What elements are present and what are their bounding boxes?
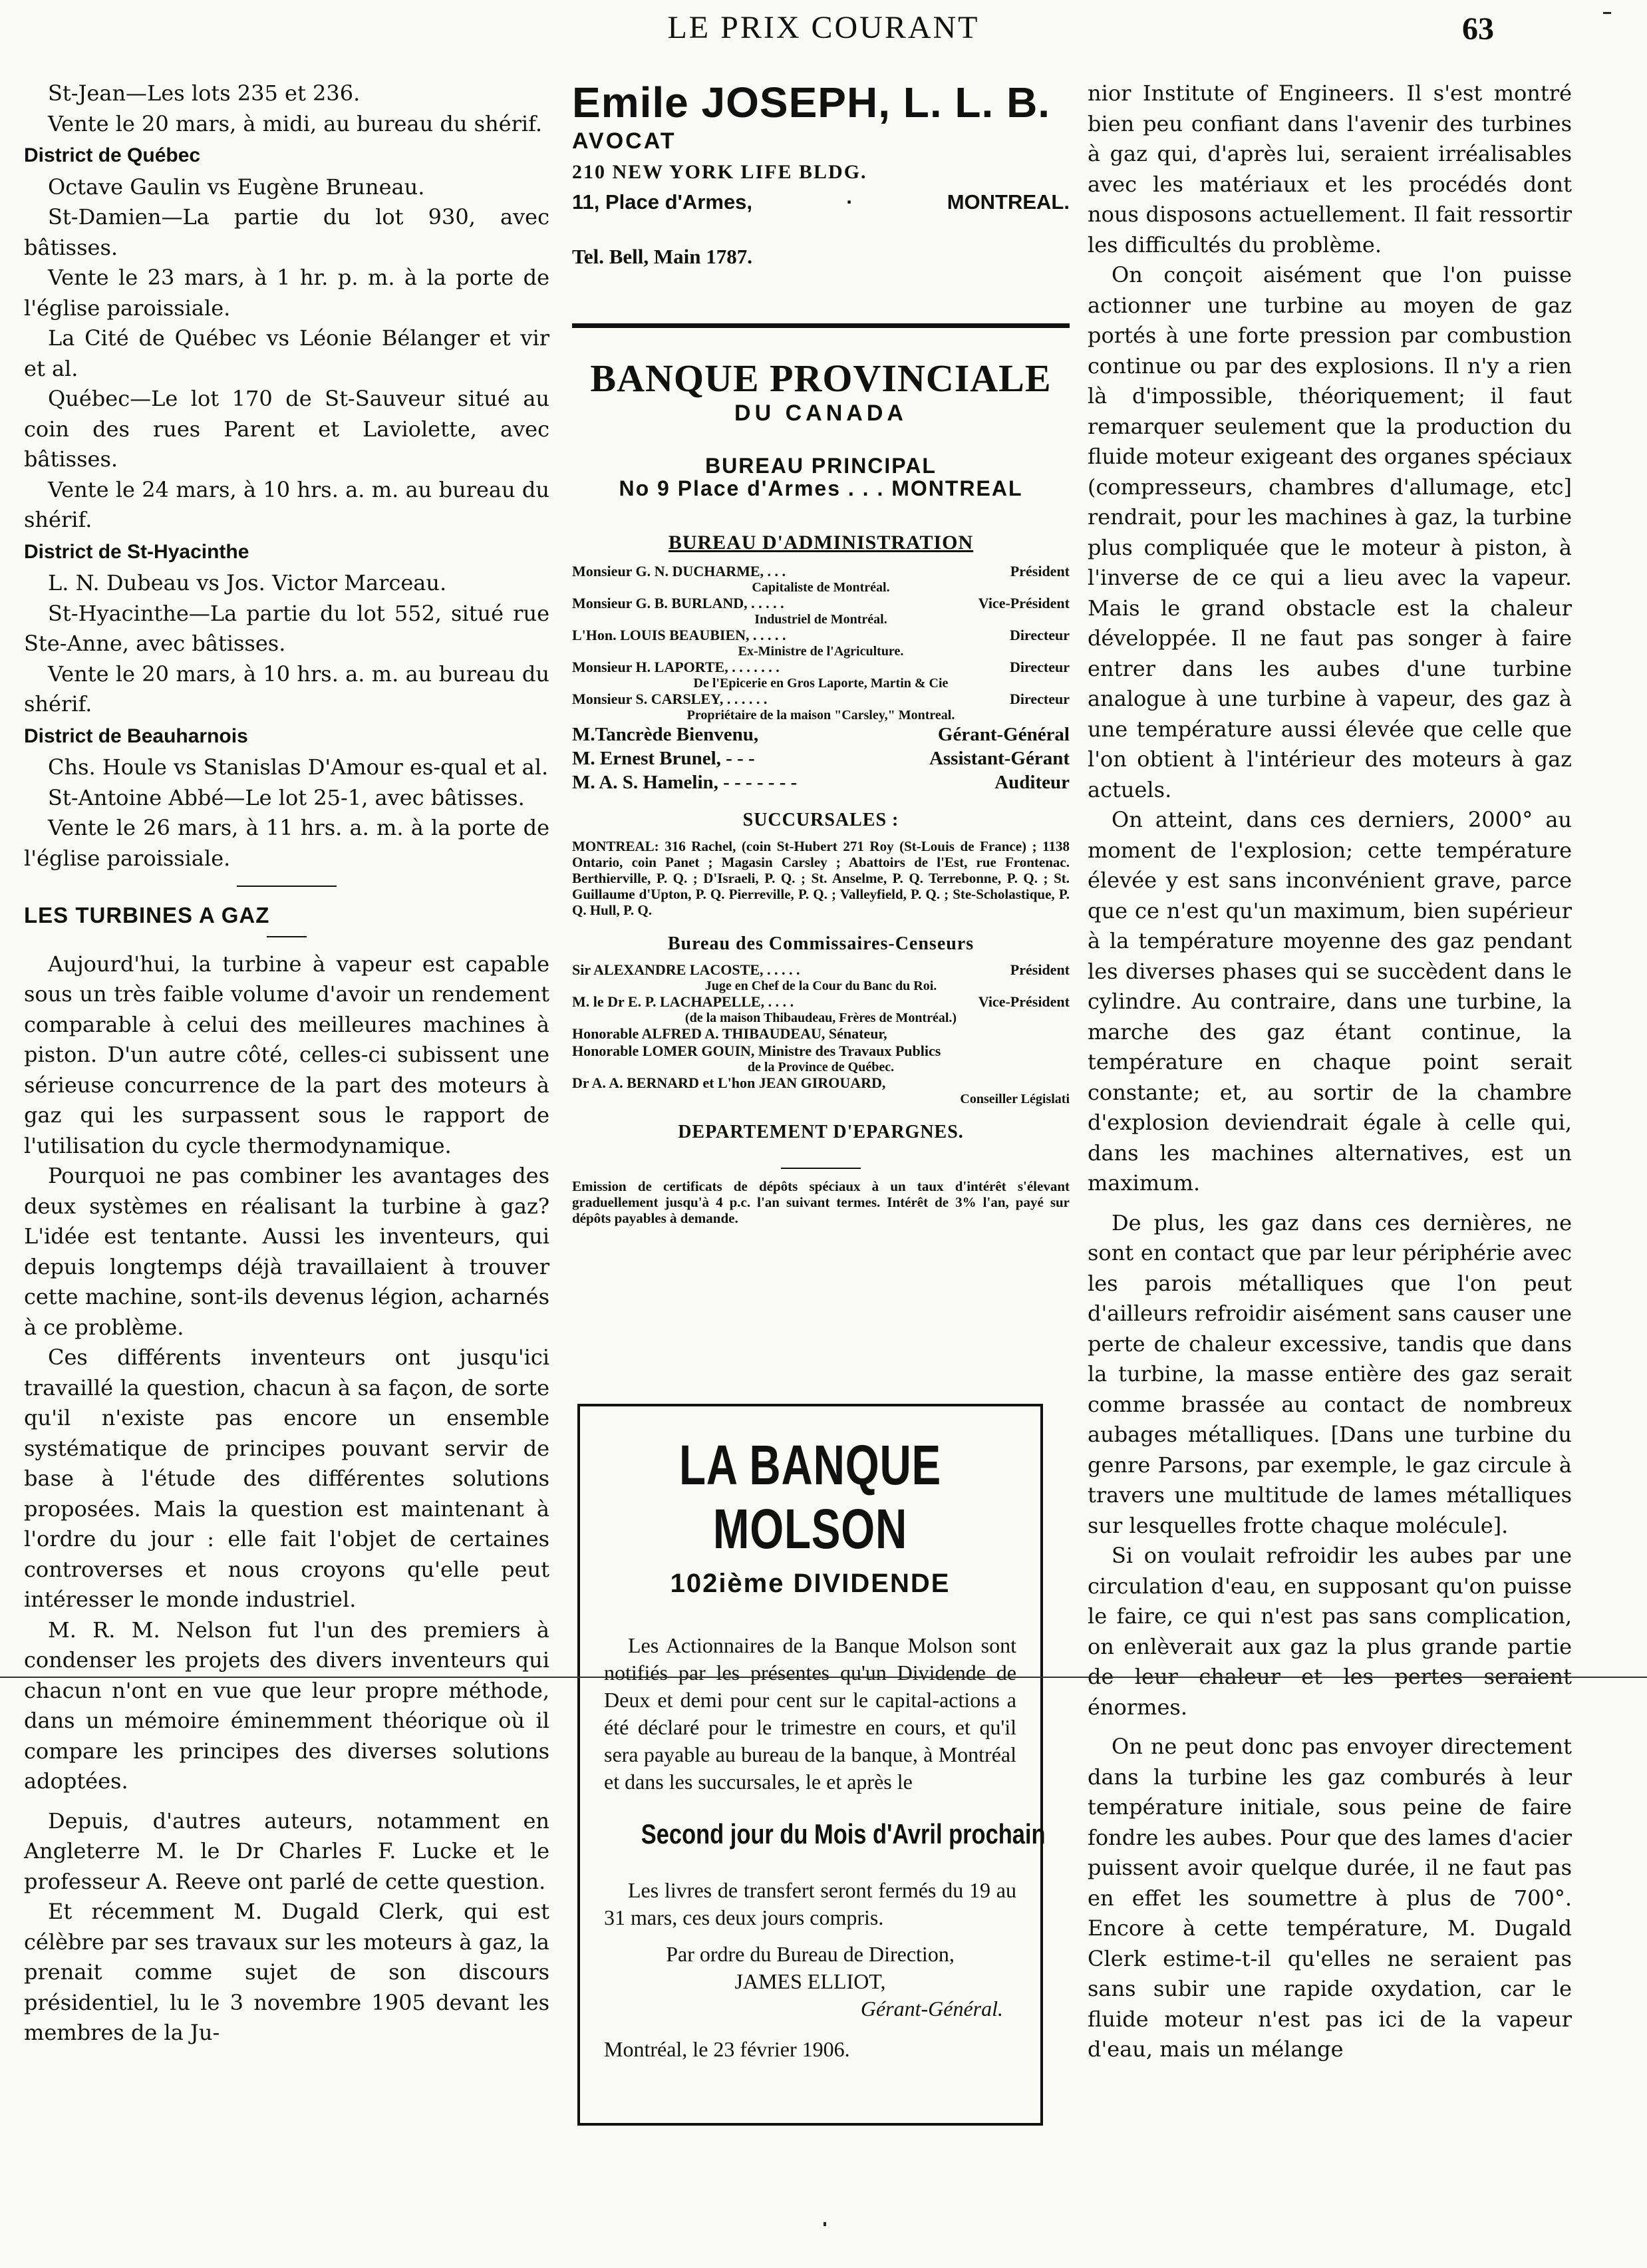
- censor-note: de la Province de Québec.: [747, 1060, 895, 1074]
- officer-row: [572, 770, 1070, 794]
- censors-heading: Bureau des Commissaires-Censeurs: [667, 933, 974, 954]
- admin-row: [572, 595, 1070, 612]
- legal-notice: Chs. Houle vs Stanislas D'Amour es-qual et al.: [48, 754, 549, 780]
- admin-heading: BUREAU D'ADMINISTRATION: [668, 531, 974, 554]
- article-title: LES TURBINES A GAZ: [24, 903, 270, 927]
- member-note: Industriel de Montréal.: [754, 612, 887, 627]
- censor-note: Conseiller Législati: [960, 1092, 1070, 1106]
- member-role: Directeur: [1010, 627, 1070, 643]
- molson-dividend: 102ième DIVIDENDE: [670, 1569, 951, 1598]
- intro-lot: St-Jean—Les lots 235 et 236.: [48, 81, 361, 106]
- censor-role: Vice-Président: [978, 993, 1070, 1010]
- censor-row: [572, 961, 1070, 979]
- lawyer-city: MONTREAL.: [947, 190, 1070, 214]
- article-paragraph: On ne peut donc pas envoyer directement dans la turbine les gaz comburés à leur température initiale, sous peine de faire fondre les aubes. Pour que des lames d'acier puissent avoir quelque durée, il ne faut pas en effet les soumettre à plus de 700°. Encore à cette température, M. Dugald Clerk estime-t-il qu'elles ne seraient pas sans subir une rapide oxydation, car le fluide moteur n'est pas ici de la vapeur d'eau, mais un mélange: [1088, 1734, 1572, 2062]
- article-paragraph: De plus, les gaz dans ces dernières, ne sont en contact que par leur périphérie avec les parois métalliques que l'on peut d'ailleurs refroidir aisément sans causer une perte de chaleur excessive, tandis que dans la turbine, la masse entière des gaz serait comme brassée au contact de nombreux aubages métalliques. [Dans une turbine du genre Parsons, par exemple, le gaz circule à travers une multitude de lames métalliques sur lesquelles frotte chaque molécule].: [1088, 1210, 1572, 1538]
- legal-notice: St-Antoine Abbé—Le lot 25-1, avec bâtisses.: [48, 784, 525, 810]
- officer-role: Auditeur: [994, 772, 1070, 793]
- scan-mark: [824, 2222, 826, 2226]
- savings-heading: DEPARTEMENT D'EPARGNES.: [678, 1122, 964, 1142]
- article-paragraph: Aujourd'hui, la turbine à vapeur est capable sous un très faible volume d'avoir un rendement comparable à celui des meilleures machines à piston. D'un autre côté, celles-ci subissent une sérieuse concurrence de la part des moteurs à gaz qui les surpassent sous le rapport de l'utilisation du cycle thermodynamique.: [24, 951, 549, 1158]
- savings-divider: [781, 1168, 861, 1169]
- right-column: [1088, 79, 1572, 2065]
- admin-row: [572, 691, 1070, 708]
- legal-notice: Vente le 20 mars, à 10 hrs. a. m. au bureau du shérif.: [24, 661, 549, 717]
- molson-transfer-books: Les livres de transfert seront fermés du 19 au 31 mars, ces deux jours compris.: [604, 1878, 1016, 1929]
- article-paragraph: M. R. M. Nelson fut l'un des premiers à condenser les projets des divers inventeurs qui chacun n'ont en vue que leur propre méthode, dans un mémoire éminemment théorique où il compare les principes des diverses solutions adoptées.: [24, 1617, 549, 1794]
- lawyer-phone: Tel. Bell, Main 1787.: [572, 244, 752, 268]
- legal-notice: Vente le 23 mars, à 1 hr. p. m. à la porte de l'église paroissiale.: [24, 265, 549, 321]
- section-divider: [237, 886, 337, 887]
- censor-name: Honorable LOMER GOUIN, Ministre des Travaux Publics: [572, 1043, 941, 1059]
- officer-row: [572, 746, 1070, 770]
- title-underline: [267, 936, 307, 937]
- lawyer-address-row: [572, 187, 1070, 218]
- bank-title: BANQUE PROVINCIALE: [590, 357, 1052, 400]
- admin-list: [572, 563, 1070, 723]
- molson-order: Par ordre du Bureau de Direction,: [666, 1942, 955, 1966]
- member-name: Monsieur G. B. BURLAND, . . . . .: [572, 595, 784, 611]
- district-heading: District de Beauharnois: [24, 725, 248, 747]
- censor-name: M. le Dr E. P. LACHAPELLE, . . . .: [572, 993, 794, 1010]
- admin-row: [572, 563, 1070, 580]
- legal-notice: Québec—Le lot 170 de St-Sauveur situé au coin des rues Parent et Laviolette, avec bâtisses.: [24, 386, 549, 472]
- admin-row: [572, 659, 1070, 676]
- article-paragraph: Depuis, d'autres auteurs, notamment en Angleterre M. le Dr Charles F. Lucke et le professeur A. Reeve ont parlé de cette question.: [24, 1808, 549, 1894]
- head-office-heading: BUREAU PRINCIPAL: [705, 453, 937, 478]
- legal-notice: Vente le 24 mars, à 10 hrs. a. m. au bureau du shérif.: [24, 476, 549, 532]
- legal-notice: Octave Gaulin vs Eugène Bruneau.: [48, 174, 425, 200]
- member-name: Monsieur S. CARSLEY, . . . . . .: [572, 691, 768, 707]
- district-heading: District de Québec: [24, 144, 201, 166]
- officer-role: Assistant-Gérant: [929, 748, 1070, 769]
- member-name: Monsieur H. LAPORTE, . . . . . . .: [572, 659, 780, 675]
- lawyer-name: Emile JOSEPH, L. L. B.: [572, 79, 1051, 126]
- left-column: [24, 79, 549, 2048]
- intro-sale: Vente le 20 mars, à midi, au bureau du shérif.: [48, 110, 542, 136]
- member-role: Directeur: [1010, 691, 1070, 707]
- member-note: Capitaliste de Montréal.: [752, 580, 890, 595]
- branches-heading: SUCCURSALES :: [742, 810, 899, 830]
- censor-note: (de la maison Thibaudeau, Frères de Montréal.): [684, 1011, 957, 1025]
- censor-name: Honorable ALFRED A. THIBAUDEAU, Sénateur,: [572, 1025, 887, 1042]
- page-number: 63: [1462, 11, 1494, 47]
- banque-molson-ad: [577, 1404, 1046, 2126]
- district-heading: District de St-Hyacinthe: [24, 540, 249, 563]
- member-note: Ex-Ministre de l'Agriculture.: [738, 644, 904, 659]
- officer-name: M. A. S. Hamelin, - - - - - - -: [572, 772, 798, 793]
- scan-mark: [1603, 12, 1611, 14]
- scan-fold-line: [0, 1677, 1647, 1678]
- censor-row: [572, 1025, 1070, 1043]
- article-paragraph: nior Institute of Engineers. Il s'est montré bien peu confiant dans l'avenir des turbines à gaz qui, d'après lui, seraient irréalisables avec les matériaux et les procédés dont nous disposons actuellement. Il fait ressortir les difficultés du problème.: [1088, 81, 1572, 257]
- legal-notice: L. N. Dubeau vs Jos. Victor Marceau.: [48, 570, 447, 595]
- censor-row: [572, 1074, 1070, 1092]
- article-paragraph: On atteint, dans ces derniers, 2000° au moment de l'explosion; cette température élevée y est sans inconvénient grave, parce que ce n'est qu'un maximum, bien supérieur à la température moyenne des gaz pendant les diverses phases qui se succèdent dans le cylindre. Au contraire, dans une turbine, la marche des gaz étant continue, la température en chaque point serait constante; et, au sortir de la chambre d'explosion deviendrait égale à celle qui, dans les machines alternatives, est un maximum.: [1088, 807, 1572, 1196]
- article-paragraph: Et récemment M. Dugald Clerk, qui est célèbre par ses travaux sur les moteurs à gaz, la prenait comme sujet de son discours présidentiel, lu le 3 novembre 1905 devant les membres de la Ju-: [24, 1899, 549, 2045]
- joseph-ad: [572, 79, 1070, 271]
- censor-name: Dr A. A. BERNARD et L'hon JEAN GIROUARD,: [572, 1074, 886, 1091]
- admin-row: [572, 627, 1070, 644]
- ad-divider: [572, 323, 1070, 328]
- officer-role: Gérant-Général: [937, 724, 1070, 745]
- molson-place-date: Montréal, le 23 février 1906.: [604, 2037, 850, 2061]
- censor-name: Sir ALEXANDRE LACOSTE, . . . . .: [572, 961, 800, 978]
- legal-notice: La Cité de Québec vs Léonie Bélanger et vir et al.: [24, 325, 549, 381]
- officer-row: [572, 723, 1070, 746]
- legal-notice: St-Hyacinthe—La partie du lot 552, situé rue Ste-Anne, avec bâtisses.: [24, 600, 549, 656]
- middle-column-ads: [572, 79, 1070, 1226]
- censor-note: Juge en Chef de la Cour du Banc du Roi.: [704, 979, 937, 993]
- censor-role: Président: [1010, 961, 1070, 978]
- legal-notice: Vente le 26 mars, à 11 hrs. a. m. à la porte de l'église paroissiale.: [24, 815, 549, 871]
- bank-subtitle: DU CANADA: [734, 401, 907, 426]
- branches-list: MONTREAL: 316 Rachel, (coin St-Hubert 271 Roy (St-Louis de France) ; 1138 Ontario, coin Panet ; Magasin Carsley ; Abattoirs de l'Est, rue Frontenac. Berthierville, P. Q. ; D'Israeli, P. Q. ; St. Anselme, P. Q. Terrebonne, P. Q. ; St. Guillaume d'Upton, P. Q. Pierreville, P. Q. ; Valleyfield, P. Q. ; Ste-Scholastique, P. Q. Hull, P. Q.: [572, 838, 1070, 918]
- member-role: Directeur: [1010, 659, 1070, 675]
- publication-title: LE PRIX COURANT: [667, 10, 980, 45]
- molson-signer: JAMES ELLIOT,: [734, 1969, 886, 1993]
- censor-row: [572, 1043, 1070, 1060]
- member-name: Monsieur G. N. DUCHARME, . . .: [572, 563, 786, 579]
- member-role: Vice-Président: [978, 595, 1070, 611]
- banque-provinciale-ad: [572, 359, 1070, 1226]
- officer-name: M.Tancrède Bienvenu,: [572, 724, 759, 745]
- lawyer-building: 210 NEW YORK LIFE BLDG.: [572, 160, 867, 183]
- article-paragraph: On conçoit aisément que l'on puisse actionner une turbine au moyen de gaz portés à une forte pression par combustion continue ou par des explosions. Il n'y a rien là d'impossible, théoriquement; il faut remarquer seulement que la production du fluide moteur exigeant des organes spéciaux (compresseurs, chambres d'allumage, etc] rendrait, pour les machines à gaz, la turbine plus compliquée que le moteur à piston, à l'inverse de ce qui a lieu avec la vapeur. Mais le grand obstacle est la chaleur développée. Il ne faut pas songer à faire entrer dans les aubes d'une turbine analogue à une turbine à vapeur, des gaz à une température aussi élevée que celle que l'on obtient à l'intérieur des moteurs à gaz actuels.: [1088, 262, 1572, 802]
- savings-text: Emission de certificats de dépôts spéciaux à un taux d'intérêt s'élevant graduellement jusqu'à 4 p.c. l'an suivant termes. Intérêt de 3% l'an, payé sur dépôts payables à demande.: [572, 1178, 1070, 1226]
- page-header: [0, 7, 1647, 53]
- member-note: Propriétaire de la maison "Carsley," Montreal.: [686, 708, 955, 723]
- legal-notice: St-Damien—La partie du lot 930, avec bâtisses.: [24, 204, 549, 260]
- molson-title: LA BANQUE MOLSON: [678, 1434, 942, 1560]
- article-paragraph: Si on voulait refroidir les aubes par une circulation d'eau, en supposant qu'on puisse le faire, ce qui n'est pas sans complication, on enlèverait aux gaz la plus grande partie de leur chaleur et les pertes seraient énormes.: [1088, 1543, 1572, 1720]
- molson-payment-date: Second jour du Mois d'Avril prochain: [641, 1818, 1046, 1850]
- lawyer-role: AVOCAT: [572, 128, 676, 154]
- molson-signer-role: Gérant-Général.: [860, 1997, 1003, 2021]
- lawyer-place: 11, Place d'Armes,: [572, 190, 753, 214]
- member-name: L'Hon. LOUIS BEAUBIEN, . . . . .: [572, 627, 786, 643]
- article-paragraph: Pourquoi ne pas combiner les avantages des deux systèmes en réalisant la turbine à gaz? L'idée est tentante. Aussi les inventeurs, qui depuis longtemps déjà travaillaient à trouver cette machine, sont-ils devenus légion, acharnés à ce problème.: [24, 1163, 549, 1340]
- officer-name: M. Ernest Brunel, - - -: [572, 748, 755, 769]
- head-office-address: No 9 Place d'Armes . . . MONTREAL: [619, 476, 1023, 500]
- censor-row: [572, 993, 1070, 1011]
- member-role: Président: [1010, 563, 1070, 579]
- member-note: De l'Epicerie en Gros Laporte, Martin & Cie: [693, 676, 949, 691]
- bullet: ·: [846, 190, 853, 214]
- molson-notice: Les Actionnaires de la Banque Molson sont notifiés par les présentes qu'un Dividende de Deux et demi pour cent sur le capital-actions a été déclaré pour le trimestre en cours, et qu'il sera payable au bureau de la banque, à Montréal et dans les succursales, le et après le: [604, 1633, 1016, 1794]
- article-paragraph: Ces différents inventeurs ont jusqu'ici travaillé la question, chacun à sa façon, de sorte qu'il n'existe pas encore un ensemble systématique de principes pouvant servir de base à l'étude des différentes solutions proposées. Mais la question est maintenant à l'ordre du jour : elle fait l'objet de certaines controverses et nous croyons qu'elle peut intéresser le monde industriel.: [24, 1345, 549, 1612]
